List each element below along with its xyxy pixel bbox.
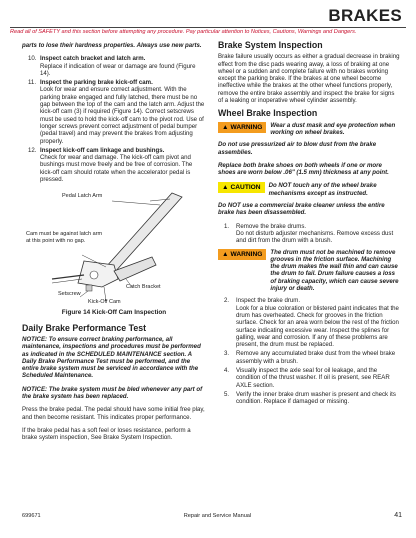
- page-title: BRAKES: [328, 6, 402, 25]
- drum-steps-a: [218, 223, 400, 245]
- step-title: Inspect kick-off cam linkage and bushings.: [40, 146, 165, 154]
- caution-triangle-icon: ▲: [222, 184, 229, 192]
- label-catch-bracket: Catch Bracket: [126, 284, 161, 291]
- warning-badge: [218, 249, 266, 260]
- step-item: [218, 391, 400, 406]
- pedal-test-text: Press the brake pedal. The pedal should have some initial free play, and then become resistant. This indicates proper performance.: [22, 406, 205, 421]
- step-text: Do not disturb adjuster mechanisms. Remove excess dust and dirt from the drum with a brush.: [236, 229, 394, 245]
- caution-label: CAUTION: [230, 184, 261, 192]
- label-cam-gap: Cam must be against latch arm at this point with no gap.: [26, 231, 103, 244]
- no-air-note: Do not use pressurized air to blow dust from the brake assemblies.: [218, 141, 377, 156]
- label-kick-off-cam: Kick-Off Cam: [88, 299, 121, 306]
- inspection-heading: Brake System Inspection: [218, 40, 323, 50]
- step-item: [218, 350, 400, 365]
- step-title: Inspect catch bracket and latch arm.: [40, 55, 146, 63]
- doc-number: 699671: [22, 512, 41, 519]
- step-item: [22, 79, 206, 145]
- step-title: Inspect the parking brake kick-off cam.: [40, 79, 153, 87]
- warning-machining: [218, 249, 400, 293]
- label-pedal-latch-arm: Pedal Latch Arm: [62, 193, 103, 200]
- step-title: Inspect the brake drum.: [236, 297, 301, 305]
- warning-text: Wear a dust mask and eye protection when working on wheel brakes.: [270, 121, 396, 136]
- warning-triangle-icon: ▲: [222, 123, 229, 131]
- warning-badge: [218, 122, 266, 133]
- step-text: Check for wear and damage. The kick-off cam pivot and bushings must move freely and be free of corrosion. The kick-off cam should rotate when the accelerator pedal is pressed.: [40, 154, 193, 184]
- step-number: 1.: [224, 222, 230, 230]
- step-number: 4.: [224, 366, 230, 374]
- figure-caption: Figure 14 Kick-Off Cam Inspection: [61, 309, 167, 317]
- step-item: [218, 223, 400, 245]
- left-column: [22, 42, 206, 448]
- label-setscrew: Setscrew: [58, 291, 81, 298]
- warning-text: The drum must not be machined to remove grooves in the friction surface. Machining the drum makes the wall thin and can cause the drum to fail. Drum failure causes a loss of braking capacity, which can cause severe injury or death.: [270, 248, 399, 293]
- step-number: 2.: [224, 297, 230, 305]
- page-number: 41: [394, 512, 402, 519]
- step-item: [22, 147, 206, 183]
- page-footer: [22, 512, 402, 519]
- step-text: Visually inspect the axle seal for oil leakage, and the condition of the thrust washer. If oil is present, see REAR AXLE section.: [236, 366, 390, 389]
- warning-label: WARNING: [230, 123, 263, 131]
- step-text: Look for wear and ensure correct adjustment. With the parking brake engaged and fully latched, there must be no gap between the top of the cam and the latch arm. Adjust the kick-off cam (3) if required (Figure 14). Correct setscrews must be used to hold the kick-off cam to the pivot rod. Use of longer screws prevent correct adjustment of pedal bumper (pedal travel) and may prevent the brakes from adjusting properly.: [40, 86, 205, 145]
- kick-off-cam-drawing: [22, 187, 206, 305]
- replace-shoes-note: Replace both brake shoes on both wheels if one or more shoes are worn below .06" (1.5 mm) thickness at any point.: [218, 161, 389, 177]
- step-text: Verify the inner brake drum washer is present and check its condition. Replace if damaged or missing.: [236, 390, 396, 406]
- intro-text: parts to lose their hardness properties. Always use new parts.: [22, 42, 202, 49]
- step-title: Remove the brake drums.: [236, 222, 307, 230]
- notice-scheduled-maintenance: NOTICE: To ensure correct braking performance, all maintenance, inspections and procedures must be performed as indicated in the SCHEDULED MAINTENANCE section. A Daily Brake Performance Test must be performed, and the entire brake system must be serviced in accordance with the Scheduled Maintenance.: [22, 335, 201, 380]
- step-number: 3.: [224, 350, 230, 358]
- manual-title: Repair and Service Manual: [183, 512, 252, 519]
- step-item: [218, 297, 400, 348]
- right-column: [218, 42, 400, 409]
- wheel-brake-heading: Wheel Brake Inspection: [218, 108, 318, 119]
- step-text: Replace if indication of wear or damage are found (Figure 14).: [40, 62, 196, 77]
- step-number: 10.: [28, 55, 37, 63]
- caution-touch: [218, 182, 400, 197]
- caution-badge: [218, 182, 265, 193]
- warning-triangle-icon: ▲: [222, 250, 229, 258]
- caution-text: Do NOT touch any of the wheel brake mechanisms except as instructed.: [268, 182, 377, 197]
- step-number: 12.: [28, 146, 37, 154]
- warning-label: WARNING: [230, 250, 263, 258]
- notice-bleed-brakes: NOTICE: The brake system must be bled whenever any part of the brake system has been replaced.: [22, 385, 203, 401]
- inspection-steps: [22, 55, 206, 183]
- step-text: Look for a blue coloration or blistered paint indicates that the drum has overheated. Check for grooves in the friction surface. Check for an area worn below the rest of the friction surface indicating excessive wear. Inspect the splines for galling, wear and corrosion. If any of these problems are present, the drum must be replaced.: [236, 304, 399, 349]
- drum-steps-b: [218, 297, 400, 405]
- soft-pedal-text: If the brake pedal has a soft feel or loses resistance, perform a brake system inspection, See Brake System Inspection.: [22, 426, 191, 442]
- no-cleaner-note: Do NOT use a commercial brake cleaner unless the entire brake has been disassembled.: [218, 202, 385, 217]
- step-item: [22, 55, 206, 77]
- inspection-text: Brake failure usually occurs as either a gradual decrease in braking effect from the disc pads wearing away, a loss of braking at one wheel or a sudden and complete failure with no brakes working except the parking brake. If the brakes at one wheel become ineffective while the brakes at the other wheel functions properly, remove the entire brake assembly and inspect the brake for signs of a leaking or inoperative wheel cylinder assembly.: [218, 53, 400, 105]
- daily-test-heading: Daily Brake Performance Test: [22, 322, 147, 333]
- kick-off-cam-figure: [22, 187, 206, 305]
- safety-note: Read all of SAFETY and this section before attempting any procedure. Pay particular attention to Notices, Cautions, Warnings and Dangers.: [10, 29, 357, 35]
- step-number: 5.: [224, 390, 230, 398]
- step-text: Remove any accumulated brake dust from the wheel brake assembly with a brush.: [236, 350, 396, 365]
- step-number: 11.: [28, 79, 37, 87]
- header-rule: [10, 27, 406, 28]
- warning-dust: [218, 122, 400, 137]
- step-item: [218, 367, 400, 389]
